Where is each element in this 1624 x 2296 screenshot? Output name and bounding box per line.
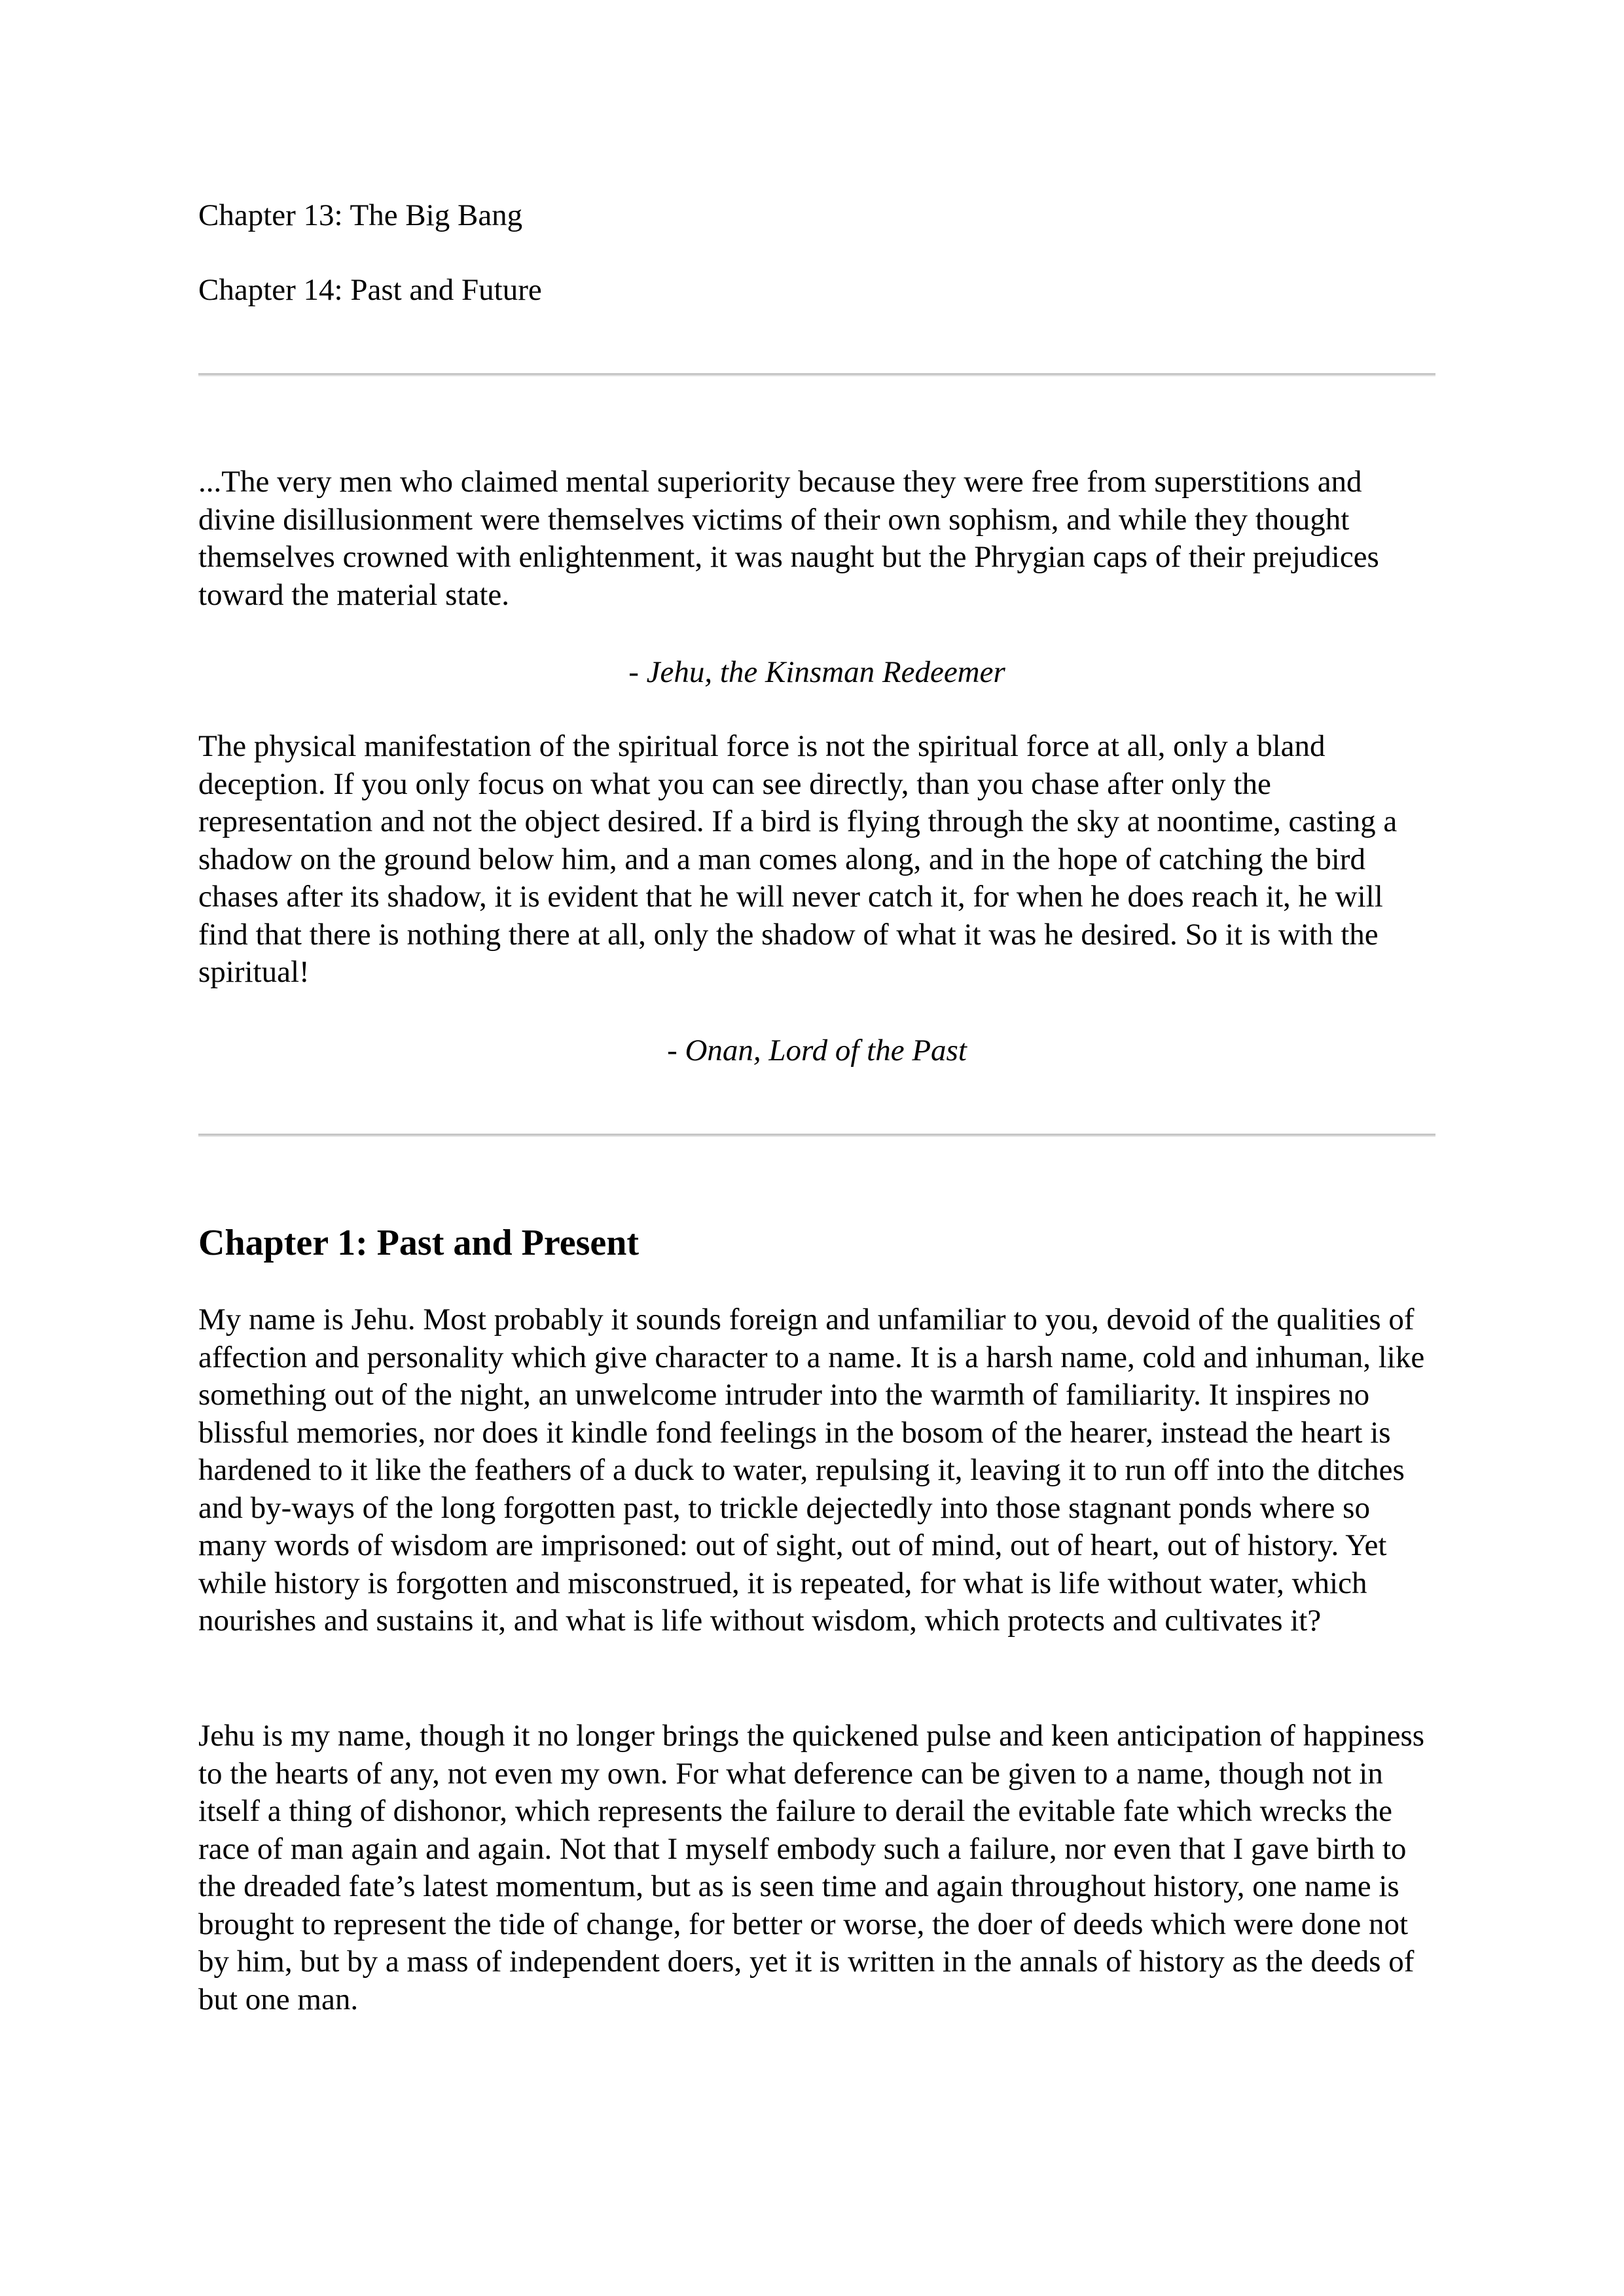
- toc-item-chapter-14: Chapter 14: Past and Future: [198, 273, 542, 307]
- epigraph-attribution: - Jehu, the Kinsman Redeemer: [628, 655, 1005, 689]
- horizontal-rule: [198, 373, 1435, 376]
- epigraph-text: ...The very men who claimed mental superiority because they were free from superstitions and divine disillusionment were themselves victims of their own sophism, and while they thought themselves crowned with enlightenment, it was naught but the Phrygian caps of their prejudices toward the material state.: [198, 465, 1379, 612]
- body-paragraph: Jehu is my name, though it no longer brings the quickened pulse and keen anticipation of happiness to the hearts of any, not even my own. For what deference can be given to a name, though not in itself a thing of dishonor, which represents the failure to derail the evitable fate which wrecks the race of man again and again. Not that I myself embody such a failure, nor even that I gave birth to the dreaded fate’s latest momentum, but as is seen time and again throughout history, one name is brought to represent the tide of change, for better or worse, the doer of deeds which were done not by him, but by a mass of independent doers, yet it is written in the annals of history as the deeds of but one man.: [198, 1719, 1425, 2017]
- horizontal-rule: [198, 1134, 1435, 1137]
- toc-item-chapter-13: Chapter 13: The Big Bang: [198, 198, 523, 232]
- epigraph-attribution: - Onan, Lord of the Past: [667, 1033, 967, 1067]
- chapter-heading: Chapter 1: Past and Present: [198, 1223, 640, 1263]
- epigraph-text: The physical manifestation of the spiritual force is not the spiritual force at all, only a bland deception. If you only focus on what you can see directly, than you chase after only the representation and not the object desired. If a bird is flying through the sky at noontime, casting a shadow on the ground below him, and a man comes along, and in the hope of catching the bird chases after its shadow, it is evident that he will never catch it, for when he does reach it, he will find that there is nothing there at all, only the shadow of what it was he desired. So it is with the spiritual!: [198, 729, 1398, 989]
- body-paragraph: My name is Jehu. Most probably it sounds foreign and unfamiliar to you, devoid of the qualities of affection and personality which give character to a name. It is a harsh name, cold and inhuman, like something out of the night, an unwelcome intruder into the warmth of familiarity. It inspires no blissful memories, nor does it kindle fond feelings in the bosom of the hearer, instead the heart is hardened to it like the feathers of a duck to water, repulsing it, leaving it to run off into the ditches and by-ways of the long forgotten past, to trickle dejectedly into those stagnant ponds where so many words of wisdom are imprisoned: out of sight, out of mind, out of heart, out of history. Yet while history is forgotten and misconstrued, it is repeated, for what is life without water, which nourishes and sustains it, and what is life without wisdom, which protects and cultivates it?: [198, 1302, 1425, 1638]
